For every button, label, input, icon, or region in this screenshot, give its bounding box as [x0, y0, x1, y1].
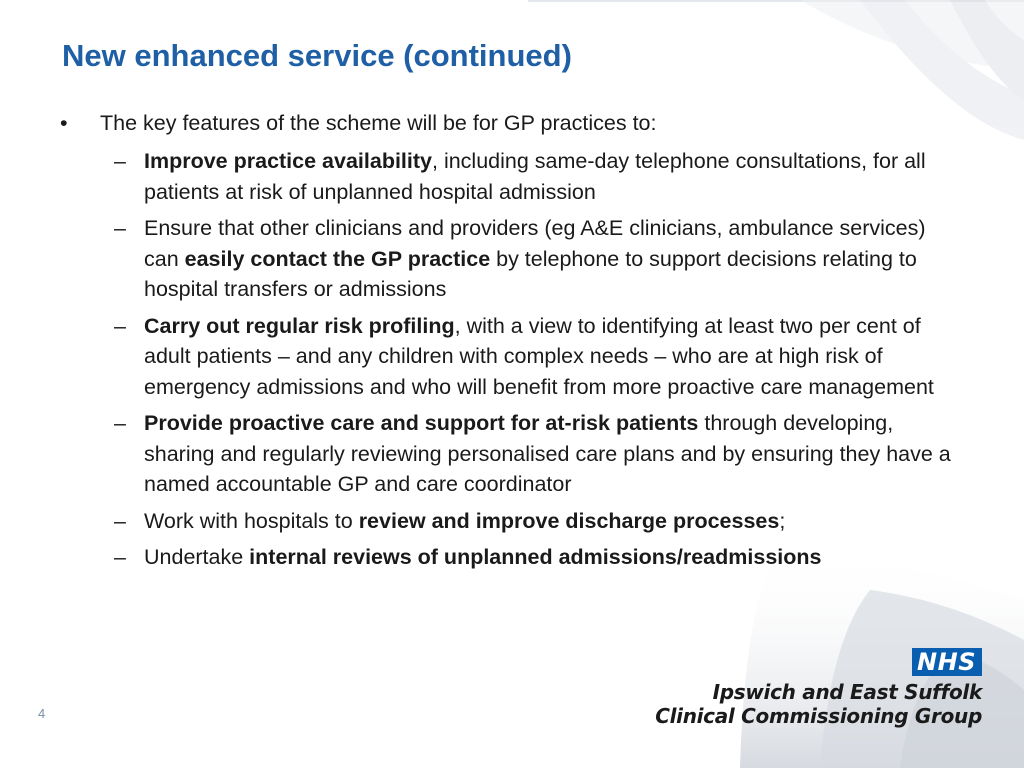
- dash-marker: –: [114, 313, 126, 338]
- list-item-text: [144, 146, 956, 207]
- emphasis-text: Improve practice availability: [144, 149, 432, 173]
- dash-marker: –: [114, 216, 126, 240]
- intro-bullet: [60, 108, 960, 138]
- emphasis-text: easily contact the GP practice: [184, 246, 491, 271]
- dash-marker: –: [114, 411, 126, 435]
- list-item: [60, 408, 960, 500]
- logo-org-name: Ipswich and East Suffolk: [712, 680, 982, 704]
- list-item: [60, 146, 960, 207]
- nhs-ccg-logo: [655, 648, 982, 728]
- body-text: , including same-day telephone consultations, for all patients at risk of unplanned hospital admission: [144, 149, 926, 204]
- body-text: Work with hospitals to: [144, 508, 359, 533]
- nhs-logo-badge: NHS: [912, 648, 982, 676]
- body-text: Ensure that other clinicians and providers (eg A&E clinicians, ambulance services) can: [144, 216, 926, 271]
- list-item: [60, 542, 960, 573]
- list-item-text: [144, 408, 956, 500]
- page-number: 4: [38, 706, 46, 721]
- list-item: [60, 213, 960, 305]
- emphasis-text: internal reviews of unplanned admissions/readmissions: [249, 545, 822, 569]
- list-item-text: [144, 506, 956, 537]
- sub-bullet-list: [60, 146, 960, 573]
- list-item-text: [144, 542, 956, 573]
- body-text: ;: [779, 508, 786, 533]
- body-text: through developing, sharing and regularly reviewing personalised care plans and by ensuring they have a named accountable GP and care coordinator: [144, 411, 951, 496]
- list-item-text: [144, 311, 956, 403]
- logo-org-type: Clinical Commissioning Group: [655, 704, 982, 728]
- list-item: [60, 506, 960, 537]
- dash-marker: –: [114, 545, 126, 569]
- slide-title: New enhanced service (continued): [62, 38, 572, 73]
- emphasis-text: Provide proactive care and support for at-risk patients: [144, 411, 699, 435]
- list-item: [60, 311, 960, 403]
- bullet-marker: •: [60, 111, 68, 135]
- emphasis-text: review and improve discharge processes: [358, 508, 780, 533]
- emphasis-text: Carry out regular risk profiling: [144, 313, 455, 338]
- list-item-text: [144, 213, 956, 305]
- body-text: by telephone to support decisions relating to hospital transfers or admissions: [144, 246, 917, 301]
- bullet-list: [60, 108, 960, 579]
- body-text: Undertake: [144, 545, 250, 569]
- dash-marker: –: [114, 149, 126, 173]
- intro-text: The key features of the scheme will be for GP practices to:: [100, 111, 657, 135]
- body-text: , with a view to identifying at least two per cent of adult patients – and any children with complex needs – who are at high risk of emergency admissions and who will benefit from more proactive care management: [144, 313, 934, 399]
- dash-marker: –: [114, 508, 126, 533]
